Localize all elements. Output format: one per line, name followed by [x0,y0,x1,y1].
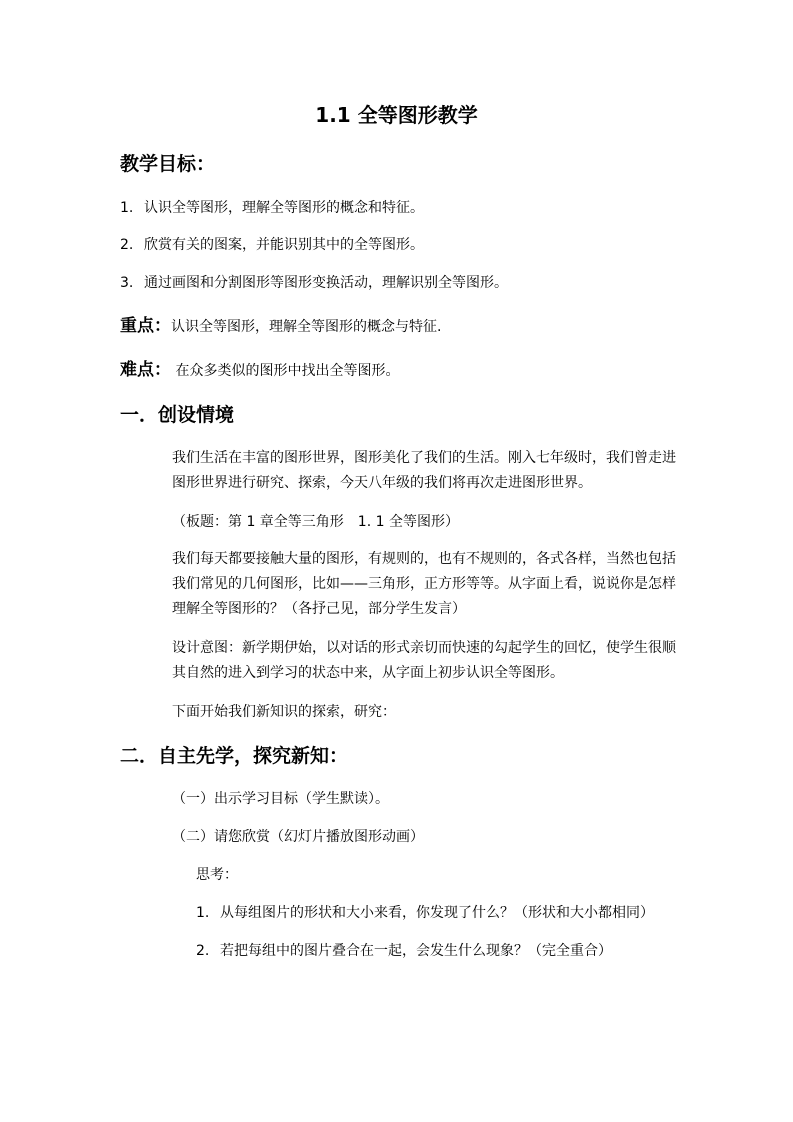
question-text: 从每组图片的形状和大小来看，你发现了什么？（形状和大小都相同） [220,905,654,921]
goal-number: 2. [120,237,134,253]
section1-paragraph-1: 我们生活在丰富的图形世界，图形美化了我们的生活。刚入七年级时，我们曾走进图形世界进行研究、探索，今天八年级的我们将再次走进图形世界。 [172,450,676,491]
question-number: 2. [196,943,210,959]
section2-item-2: （二）请您欣赏（幻灯片播放图形动画） [172,829,424,845]
section2-item-1: （一）出示学习目标（学生默读）。 [172,791,389,807]
goal-text: 欣赏有关的图案，并能识别其中的全等图形。 [144,237,424,253]
section1-paragraph-3: 我们每天都要接触大量的图形，有规则的，也有不规则的，各式各样，当然也包括我们常见的几何图形，比如——三角形，正方形等等。从字面上看，说说你是怎样理解全等图形的？（各抒己见，部分学生发言） [172,551,676,617]
goal-item-2 [120,235,424,255]
difficult-point-text: 在众多类似的图形中找出全等图形。 [171,363,400,379]
section1-paragraph-2: （板题：第 1 章全等三角形 1. 1 全等图形） [172,514,459,530]
goal-item-3 [120,273,508,293]
section1-paragraph-4: 设计意图：新学期伊始，以对话的形式亲切而快速的勾起学生的回忆，使学生很顺其自然的进入到学习的状态中来，从字面上初步认识全等图形。 [172,640,676,681]
goals-heading: 教学目标： [120,153,216,175]
think-label: 思考： [196,867,238,883]
question-text: 若把每组中的图片叠合在一起，会发生什么现象？（完全重合） [220,943,612,959]
goal-number: 3. [120,275,134,291]
section1-heading: 一．创设情境 [120,404,235,426]
difficult-point-label: 难点： [120,360,171,380]
key-point-label: 重点： [120,316,171,336]
question-2 [196,941,612,961]
question-number: 1. [196,905,210,921]
section2-heading: 二．自主先学，探究新知： [120,745,349,767]
section1-paragraph-5: 下面开始我们新知识的探索，研究： [172,704,396,720]
goal-text: 通过画图和分割图形等图形变换活动，理解识别全等图形。 [144,275,508,291]
goal-item-1 [120,198,424,218]
question-1 [196,903,654,923]
key-point-text: 认识全等图形，理解全等图形的概念与特征. [171,319,442,335]
difficult-point [120,360,399,381]
key-point [120,316,441,337]
goal-number: 1. [120,200,134,216]
document-title: 1.1 全等图形教学 [315,103,478,127]
goal-text: 认识全等图形，理解全等图形的概念和特征。 [144,200,424,216]
